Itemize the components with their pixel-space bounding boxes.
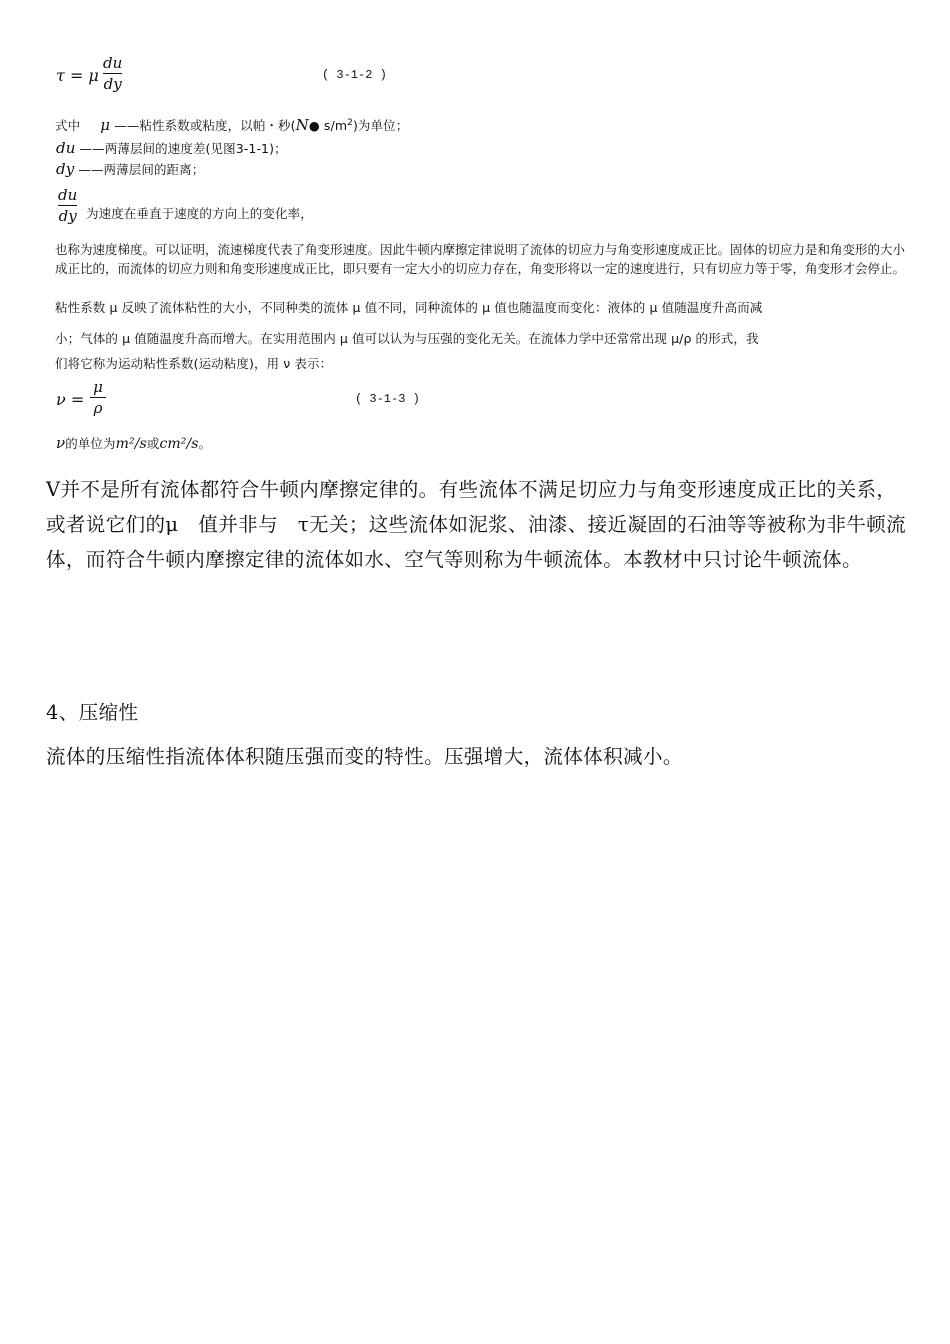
eq2-number: ( 3-1-3 ): [355, 392, 420, 406]
eq2-fraction: [90, 378, 106, 417]
def-du-text: ——两薄层间的速度差(见图3-1-1)；: [79, 141, 287, 156]
unit-text2: 或: [146, 436, 160, 451]
eq2-denominator: ρ: [93, 399, 103, 417]
paragraph-velocity-gradient: 也称为速度梯度。可以证明，流速梯度代表了角变形速度。因此牛顿内摩擦定律说明了流体的切应力与角变形速度成正比。固体的切应力是和角变形的大小成正比的，而流体的切应力则和角变形速度成正比，即只要有一定大小的切应力存在，角变形将以一定的速度进行，只有切应力等于零，角变形才会停止。: [55, 242, 906, 276]
unit-sup: 2: [347, 118, 353, 128]
def-prefix: 式中: [55, 118, 81, 134]
unit-tail: ● s/m: [308, 118, 348, 134]
eq1-denominator: dy: [103, 75, 122, 93]
fraction-bar: [58, 205, 77, 206]
eq1-number: ( 3-1-2 ): [322, 68, 387, 82]
gradient-denominator: dy: [58, 207, 77, 225]
def-mu-text: ——粘性系数或粘度，以帕・秒(: [114, 118, 296, 134]
paragraph-compressibility: 流体的压缩性指流体体积随压强而变的特性。压强增大，流体体积减小。: [46, 745, 683, 768]
paragraph-viscosity-line1: 粘性系数 μ 反映了流体粘性的大小，不同种类的流体 μ 值不同，同种流体的 μ 值也随温度而变化：液体的 μ 值随温度升高而减: [55, 300, 763, 315]
nu-symbol: ν: [56, 434, 66, 452]
paragraph-non-newtonian: V并不是所有流体都符合牛顿内摩擦定律的。有些流体不满足切应力与角变形速度成正比的关系，或者说它们的μ 值并非与 τ无关；这些流体如泥浆、油漆、接近凝固的石油等等被称为非牛顿流体，而符合牛顿内摩擦定律的流体如水、空气等则称为牛顿流体。本教材中只讨论牛顿流体。: [46, 478, 907, 571]
unit-cm2s: cm²/s: [159, 436, 199, 452]
fraction-bar: [103, 73, 122, 74]
gradient-numerator: du: [58, 186, 78, 204]
eq2-numerator: μ: [93, 378, 103, 396]
dy-symbol: dy: [56, 160, 75, 178]
def-mu-end: )为单位；: [352, 118, 409, 134]
eq1-numerator: du: [103, 54, 123, 72]
paragraph-viscosity-line2: 小；气体的 μ 值随温度升高而增大。在实用范围内 μ 值可以认为与压强的变化无关。在流体力学中还常常出现 μ/ρ 的形式，我: [55, 331, 759, 346]
unit-m2s: m²/s: [115, 436, 147, 452]
section-heading-compressibility: 4、压缩性: [46, 701, 139, 724]
unit-text3: 。: [198, 436, 212, 451]
def-dy-text: ——两薄层间的距离；: [78, 162, 205, 177]
def-line-dy: [56, 160, 204, 179]
mu-symbol: μ: [100, 116, 111, 135]
gradient-fraction: [58, 186, 77, 225]
unit-n: N: [295, 116, 309, 135]
def-line-mu: [55, 114, 408, 135]
du-symbol: du: [56, 139, 76, 157]
fraction-bar: [90, 397, 106, 398]
def-line-du: [56, 139, 287, 158]
paragraph-viscosity-line3: 们将它称为运动粘性系数(运动粘度)，用 ν 表示：: [55, 356, 333, 371]
eq1-fraction: [103, 54, 122, 93]
eq2-lhs: ν =: [56, 390, 85, 409]
gradient-desc: 为速度在垂直于速度的方向上的变化率，: [86, 206, 313, 221]
eq1-lhs: τ = μ: [56, 66, 99, 85]
unit-line: [56, 434, 211, 454]
unit-text1: 的单位为: [65, 436, 116, 451]
